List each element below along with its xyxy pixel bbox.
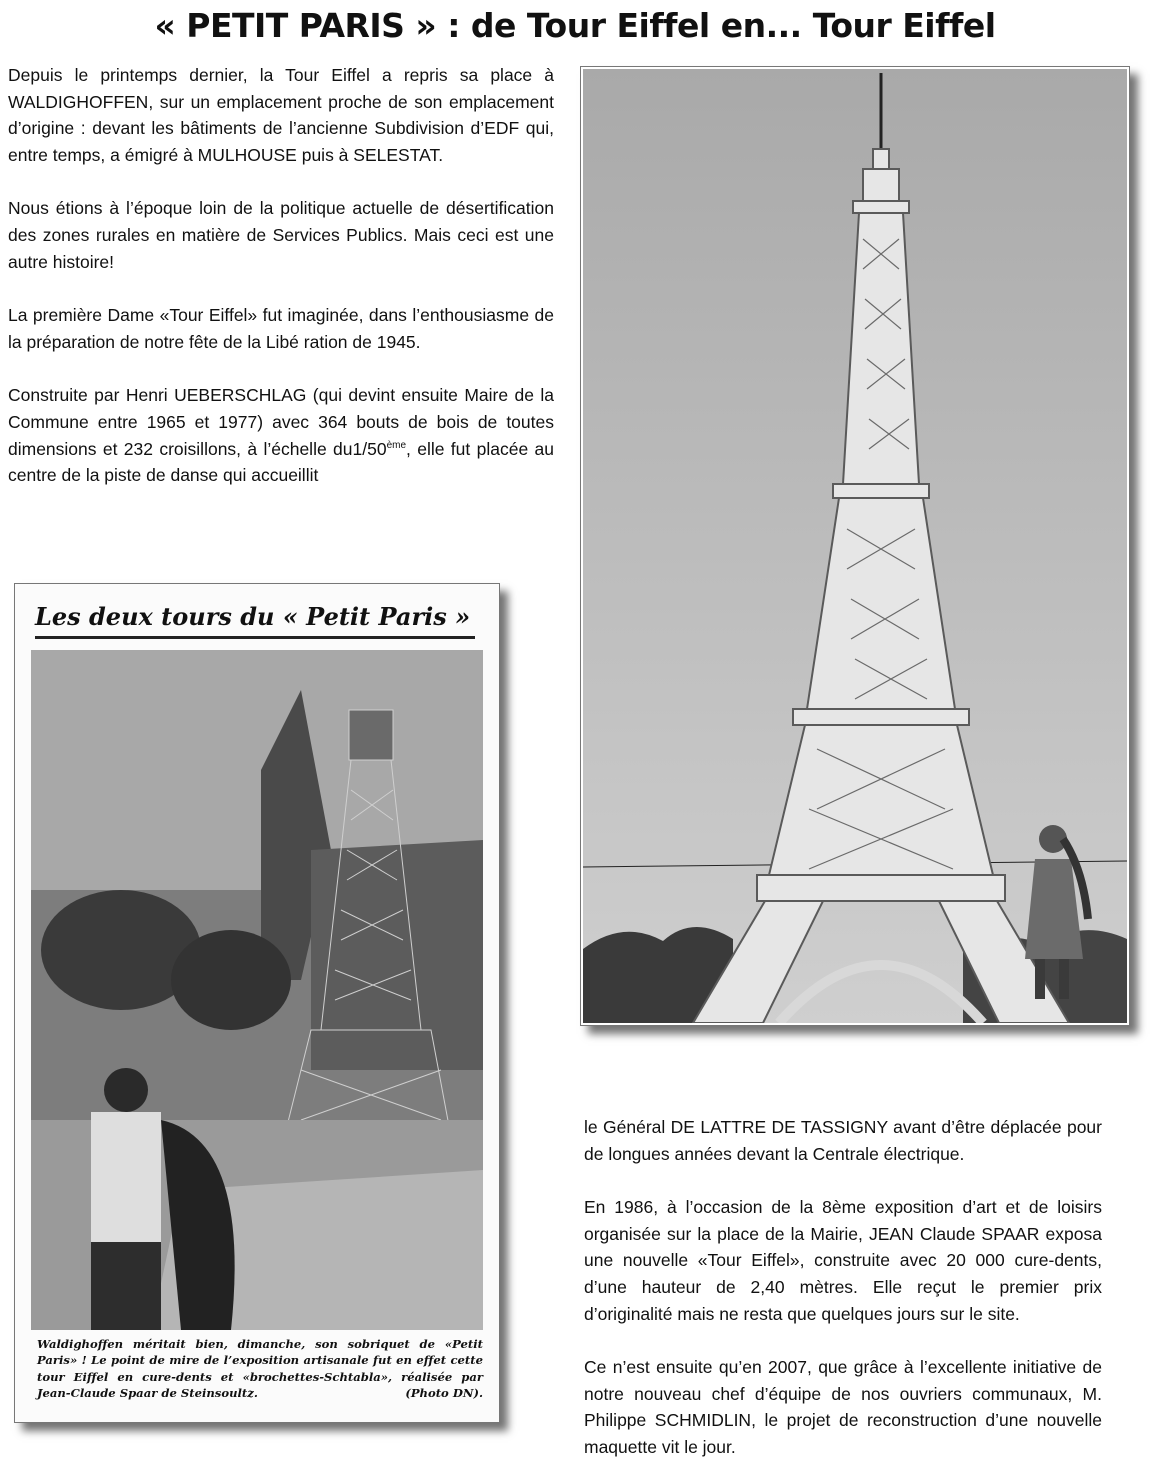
paragraph-rural-policy: Nous étions à l’époque loin de la politique actuelle de désertification des zones rurales en matière de Services Publics. Mais ceci est une autre histoire! bbox=[8, 198, 554, 272]
paragraph-1986-exhibition: En 1986, à l’occasion de la 8ème exposition d’art et de loisirs organisée sur la place de la Mairie, JEAN Claude SPAAR exposa une nouvelle «Tour Eiffel», construite avec 20 000 cure-dents, d’une hauteur de 2,40 mètres. Elle reçut le premier prix d’originalité mais ne resta que quelques jours sur le site. bbox=[584, 1197, 1102, 1324]
eiffel-tower-photo bbox=[580, 66, 1130, 1026]
newspaper-clipping bbox=[14, 583, 500, 1423]
page-title: « PETIT PARIS » : de Tour Eiffel en... Tour Eiffel bbox=[154, 6, 996, 45]
clipping-caption: Waldighoffen méritait bien, dimanche, son sobriquet de «Petit Paris» ! Le point de mire de l’exposition artisanale fut en effet cette tour Eiffel en cure-dents et «brochettes-Schtabla», réalisée par Jean-Claude Spaar de Steinsoultz. (Photo DN). bbox=[37, 1337, 483, 1400]
paragraph-de-lattre: le Général DE LATTRE DE TASSIGNY avant d’être déplacée pour de longues années devant la Centrale électrique. bbox=[584, 1117, 1102, 1164]
clipping-photo bbox=[31, 650, 483, 1330]
left-text-column bbox=[8, 62, 554, 489]
paragraph-2007-reconstruction: Ce n’est ensuite qu’en 2007, que grâce à l’excellente initiative de notre nouveau chef d’équipe de nos ouvriers communaux, M. Philippe SCHMIDLIN, le projet de reconstruction d’une nouvelle maquette vit le jour. bbox=[584, 1357, 1102, 1457]
right-text-column bbox=[584, 1114, 1102, 1461]
paragraph-location: Depuis le printemps dernier, la Tour Eiffel a repris sa place à WALDIGHOFFEN, sur un emplacement proche de son emplacement d’origine : devant les bâtiments de l’ancienne Subdivision d’EDF qui, entre temps, a émigré à MULHOUSE puis à SELESTAT. bbox=[8, 65, 554, 165]
clipping-headline: Les deux tours du « Petit Paris » bbox=[35, 602, 475, 639]
paragraph-construction: Construite par Henri UEBERSCHLAG (qui devint ensuite Maire de la Commune entre 1965 et 1977) avec 364 bouts de bois de toutes dimensions et 232 croisillons, à l’échelle du1/50ème, elle fut placée au centre de la piste de danse qui accueillit bbox=[8, 385, 554, 486]
photo-credit: (Photo DN). bbox=[405, 1385, 483, 1400]
paragraph-first-tower: La première Dame «Tour Eiffel» fut imaginée, dans l’enthousiasme de la préparation de notre fête de la Libé ration de 1945. bbox=[8, 305, 554, 352]
